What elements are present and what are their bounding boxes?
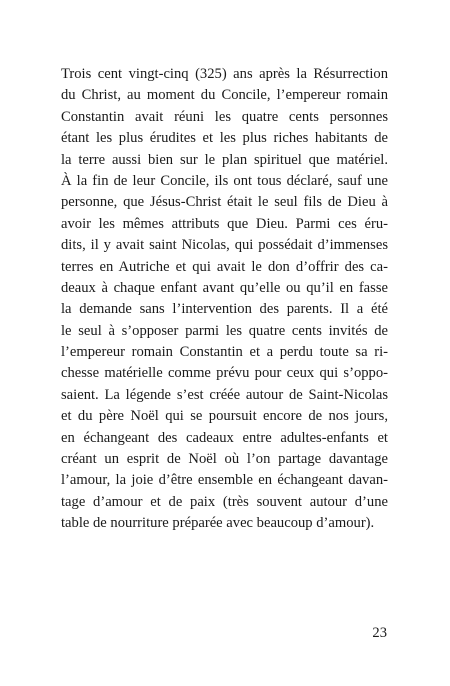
text-line: terres en Autriche et qui avait le don d’offrir des ca- (61, 258, 388, 275)
text-line: l’amour, la joie d’être ensemble en échangeant davan- (61, 472, 388, 489)
text-line: du Christ, au moment du Concile, l’empereur romain (61, 87, 388, 104)
text-line: dits, il y avait saint Nicolas, qui possédait d’immenses (61, 237, 388, 254)
text-line: saient. La légende s’est créée autour de Saint-Nicolas (61, 386, 388, 403)
page-number: 23 (372, 625, 387, 641)
text-line: et du père Noël qui se poursuit encore de nos jours, (61, 408, 388, 425)
text-line: étant les plus érudites et les plus riches habitants de (61, 130, 388, 147)
text-line: tage d’amour et de paix (très souvent autour d’une (61, 493, 388, 510)
text-line: À la fin de leur Concile, ils ont tous déclaré, sauf une (61, 172, 388, 189)
body-paragraph (61, 64, 388, 535)
text-line: la demande sans l’intervention des parents. Il a été (61, 301, 388, 318)
text-line: Constantin avait réuni les quatre cents personnes (61, 108, 388, 125)
text-line: l’empereur romain Constantin et a perdu toute sa ri- (61, 344, 388, 361)
text-line: deaux à chaque enfant avant qu’elle ou qu’il en fasse (61, 279, 388, 296)
text-line: créant un esprit de Noël où l’on partage davantage (61, 451, 388, 468)
text-line: chesse matérielle comme prévu pour ceux qui s’oppo- (61, 365, 388, 382)
text-line: avoir les mêmes attributs que Dieu. Parmi ces éru- (61, 215, 388, 232)
text-line: en échangeant des cadeaux entre adultes-enfants et (61, 429, 388, 446)
text-line: la terre aussi bien sur le plan spirituel que matériel. (61, 151, 388, 168)
text-line: Trois cent vingt-cinq (325) ans après la Résurrection (61, 66, 388, 82)
text-line: table de nourriture préparée avec beaucoup d’amour). (61, 515, 375, 532)
text-line: personne, que Jésus-Christ était le seul fils de Dieu à (61, 194, 388, 211)
text-line: le seul à s’opposer parmi les quatre cents invités de (61, 322, 388, 339)
